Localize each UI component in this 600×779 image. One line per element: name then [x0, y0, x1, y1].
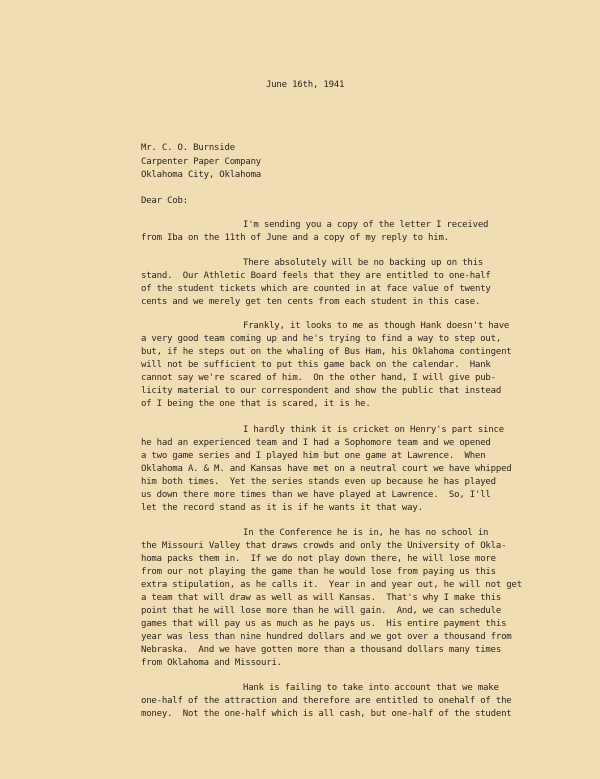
paragraph-line: but, if he steps out on the whaling of Bus Ham, his Oklahoma contingent — [141, 347, 512, 357]
paragraph-line: him both times. Yet the series stands even up because he has played — [141, 477, 496, 487]
paragraph-line: games that will pay us as much as he pays us. His entire payment this — [141, 619, 507, 629]
paragraph-line: of I being the one that is scared, it is he. — [141, 399, 371, 409]
paragraph-line: from Iba on the 11th of June and a copy of my reply to him. — [141, 233, 449, 243]
paragraph-line: In the Conference he is in, he has no school in — [243, 528, 489, 538]
paragraph-line: Nebraska. And we have gotten more than a thousand dollars many times — [141, 645, 502, 655]
recipient-city: Oklahoma City, Oklahoma — [141, 170, 262, 180]
paragraph-line: I hardly think it is cricket on Henry's part since — [243, 425, 504, 435]
paragraph-line: a two game series and I played him but one game at Lawrence. When — [141, 451, 486, 461]
paragraph-line: There absolutely will be no backing up on this — [243, 258, 484, 268]
paragraph-line: point that he will lose more than he will gain. And, we can schedule — [141, 606, 502, 616]
paragraph-line: cannot say we're scared of him. On the other hand, I will give pub- — [141, 373, 496, 383]
recipient-name: Mr. C. O. Burnside — [141, 143, 235, 153]
paragraph-line: Oklahoma A. & M. and Kansas have met on a neutral court we have whipped — [141, 464, 512, 474]
paragraph-line: Frankly, it looks to me as though Hank doesn't have — [243, 321, 510, 331]
paragraph-line: from Oklahoma and Missouri. — [141, 658, 282, 668]
paragraph-line: licity material to our correspondent and show the public that instead — [141, 386, 502, 396]
paragraph-line: he had an experienced team and I had a Sophomore team and we opened — [141, 438, 491, 448]
paragraph-line: I'm sending you a copy of the letter I received — [243, 220, 489, 230]
paragraph-line: let the record stand as it is if he wants it that way. — [141, 503, 423, 513]
paragraph-line: year was less than nine hundred dollars and we got over a thousand from — [141, 632, 512, 642]
paragraph-line: of the student tickets which are counted in at face value of twenty — [141, 284, 491, 294]
paragraph-line: one-half of the attraction and therefore are entitled to onehalf of the — [141, 696, 512, 706]
paragraph-line: will not be sufficient to put this game back on the calendar. Hank — [141, 360, 491, 370]
paragraph-line: a team that will draw as well as will Kansas. That's why I make this — [141, 593, 502, 603]
paragraph-line: the Missouri Valley that draws crowds and only the University of Okla- — [141, 541, 507, 551]
paragraph-line: a very good team coming up and he's trying to find a way to step out, — [141, 334, 502, 344]
paragraph-line: money. Not the one-half which is all cash, but one-half of the student — [141, 709, 512, 719]
paragraph-line: stand. Our Athletic Board feels that they are entitled to one-half — [141, 271, 491, 281]
paragraph-line: Hank is failing to take into account that we make — [243, 683, 499, 693]
letter-date: June 16th, 1941 — [266, 80, 345, 90]
paragraph-line: us down there more times than we have played at Lawrence. So, I'll — [141, 490, 491, 500]
paragraph-line: from our not playing the game than he would lose from paying us this — [141, 567, 496, 577]
paragraph-line: extra stipulation, as he calls it. Year in and year out, he will not get — [141, 580, 522, 590]
recipient-company: Carpenter Paper Company — [141, 157, 262, 167]
salutation: Dear Cob: — [141, 196, 188, 206]
paragraph-line: cents and we merely get ten cents from each student in this case. — [141, 297, 481, 307]
paragraph-line: homa packs them in. If we do not play down there, he will lose more — [141, 554, 496, 564]
